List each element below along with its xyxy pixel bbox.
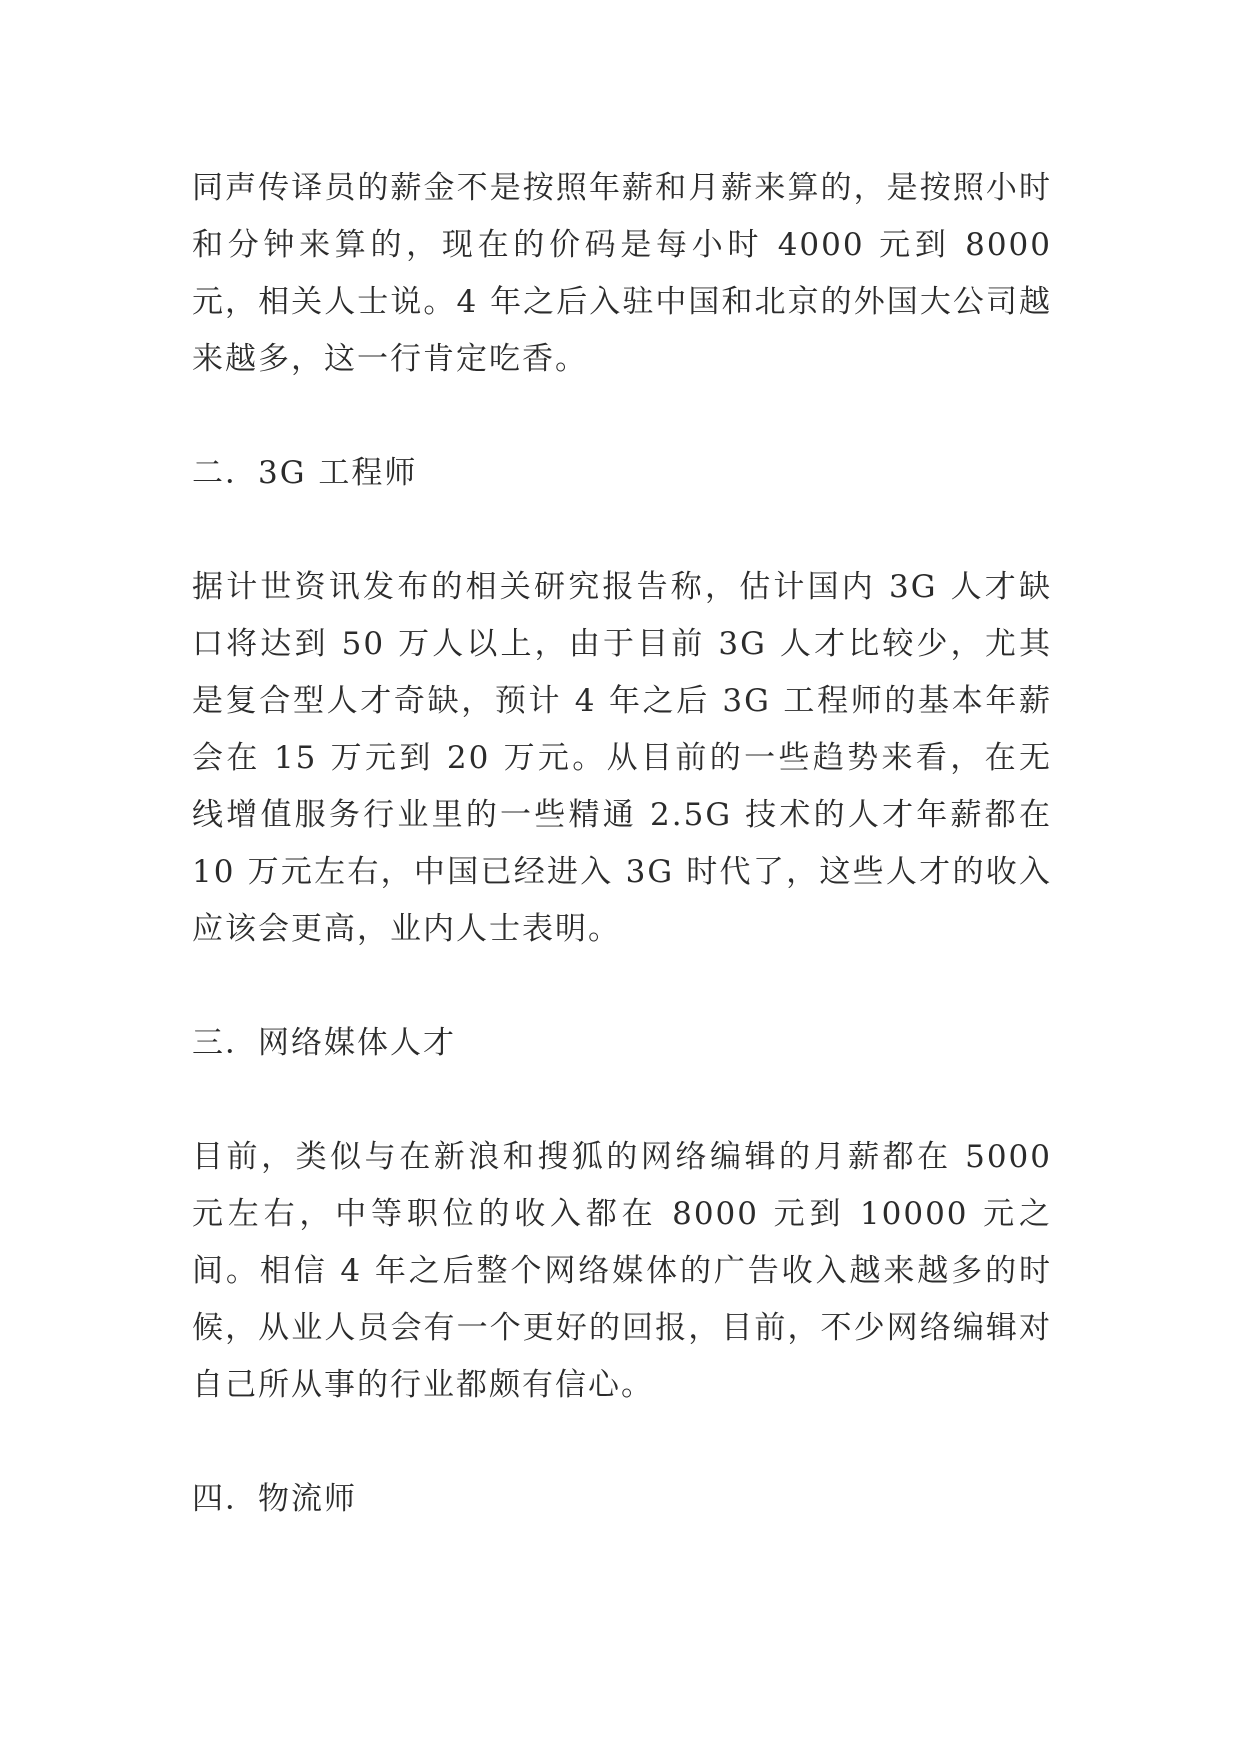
heading-3g-engineer: 二．3G 工程师 — [192, 455, 418, 491]
document-body — [192, 160, 1052, 1528]
paragraph-3g-engineer: 据计世资讯发布的相关研究报告称，估计国内 3G 人才缺口将达到 50 万人以上，由于目前 3G 人才比较少，尤其是复合型人才奇缺，预计 4 年之后 3G 工程师的基本年薪会在 15 万元到 20 万元。从目前的一些趋势来看，在无线增值服务行业里的一些精通 2.5G 技术的人才年薪都在 10 万元左右，中国已经进入 3G 时代了，这些人才的收入应该会更高，业内人士表明。 — [192, 569, 1052, 947]
spacer — [192, 502, 1052, 559]
spacer — [192, 1414, 1052, 1471]
spacer — [192, 388, 1052, 445]
heading-logistics: 四．物流师 — [192, 1481, 357, 1517]
spacer — [192, 1072, 1052, 1129]
paragraph-network-media: 目前，类似与在新浪和搜狐的网络编辑的月薪都在 5000 元左右，中等职位的收入都在 8000 元到 10000 元之间。相信 4 年之后整个网络媒体的广告收入越来越多的时候，从业人员会有一个更好的回报，目前，不少网络编辑对自己所从事的行业都颇有信心。 — [192, 1139, 1052, 1403]
heading-network-media: 三．网络媒体人才 — [192, 1025, 456, 1061]
paragraph-interpreter-salary: 同声传译员的薪金不是按照年薪和月薪来算的，是按照小时和分钟来算的，现在的价码是每小时 4000 元到 8000 元，相关人士说。4 年之后入驻中国和北京的外国大公司越来越多，这一行肯定吃香。 — [192, 170, 1052, 377]
spacer — [192, 958, 1052, 1015]
